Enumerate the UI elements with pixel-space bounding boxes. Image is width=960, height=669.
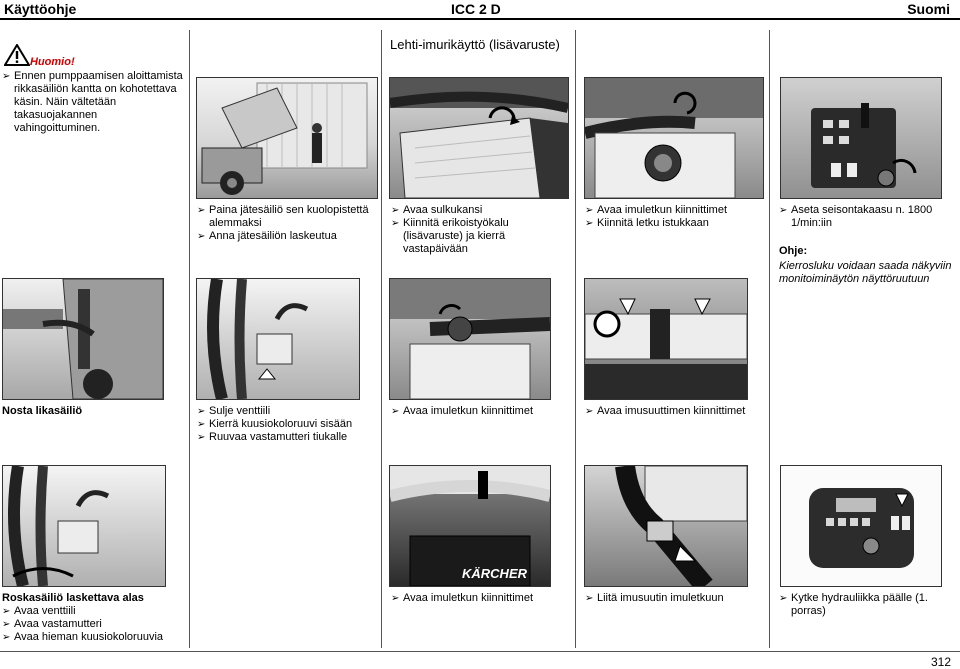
row1-col5-note: Ohje: Kierrosluku voidaan saada näkyviin monitoiminäytön näyttöruutuun <box>779 245 952 285</box>
row3-col5-steps: ➢ Kytke hydrauliikka päälle (1. porras) <box>779 592 957 618</box>
photo-hose-clamps-open <box>389 278 551 400</box>
header-center: ICC 2 D <box>451 1 501 17</box>
photo-lower-container <box>2 465 166 587</box>
photo-hose-mount <box>584 77 764 199</box>
photo-close-valve <box>196 278 360 400</box>
section-title: Lehti-imurikäyttö (lisävaruste) <box>390 37 560 52</box>
row2-col3-steps: ➢ Avaa imuletkun kiinnittimet <box>391 405 571 418</box>
row3-col1-steps: Roskasäiliö laskettava alas ➢ Avaa venttiili ➢ Avaa vastamutteri ➢ Avaa hieman kuusiokoloruuvia <box>2 592 187 644</box>
warning-triangle-icon <box>4 44 30 66</box>
photo-nozzle-clamps <box>584 278 748 400</box>
page-header <box>0 0 960 18</box>
row1-col3-steps: ➢ Avaa sulkukansi ➢ Kiinnitä erikoistyökalu (lisävaruste) ja kierrä vastapäivään <box>391 204 571 256</box>
column-divider <box>381 30 382 648</box>
row3-col3-steps: ➢ Avaa imuletkun kiinnittimet <box>391 592 571 605</box>
header-rule <box>0 18 960 20</box>
photo-nozzle-connection <box>584 465 748 587</box>
row3-col4-steps: ➢ Liitä imusuutin imuletkuun <box>585 592 765 605</box>
warning-text: ➢ Ennen pumppaamisen aloittamista rikkasäiliön kantta on kohotettava käsin. Näin vältetään takasuojakannen vahingoittuminen. <box>2 70 184 135</box>
column-divider <box>769 30 770 648</box>
row1-col2-steps: ➢ Paina jätesäiliö sen kuolopistettä alemmaksi ➢ Anna jätesäiliön laskeutua <box>197 204 377 243</box>
row2-col1-title: Nosta likasäiliö <box>2 405 83 417</box>
photo-closing-lid <box>389 77 569 199</box>
photo-hose-on-machine <box>389 465 551 587</box>
photo-brand-label: KÄRCHER <box>462 566 527 581</box>
photo-control-panel <box>780 77 942 199</box>
header-right: Suomi <box>907 1 950 17</box>
warning-title: Huomio! <box>30 56 75 68</box>
header-left: Käyttöohje <box>4 1 77 17</box>
page-number: 312 <box>930 655 951 669</box>
photo-hydraulics-panel <box>780 465 942 587</box>
row2-col2-steps: ➢ Sulje venttiili ➢ Kierrä kuusiokoloruuvi sisään ➢ Ruuvaa vastamutteri tiukalle <box>197 405 377 444</box>
footer-rule <box>0 651 960 652</box>
row2-col4-steps: ➢ Avaa imusuuttimen kiinnittimet <box>585 405 765 418</box>
photo-machine-tipping <box>196 77 378 199</box>
row1-col4-steps: ➢ Avaa imuletkun kiinnittimet ➢ Kiinnitä letku istukkaan <box>585 204 765 230</box>
column-divider <box>575 30 576 648</box>
photo-raise-container <box>2 278 164 400</box>
row1-col5-steps: ➢ Aseta seisontakaasu n. 1800 1/min:iin <box>779 204 957 230</box>
column-divider <box>189 30 190 648</box>
